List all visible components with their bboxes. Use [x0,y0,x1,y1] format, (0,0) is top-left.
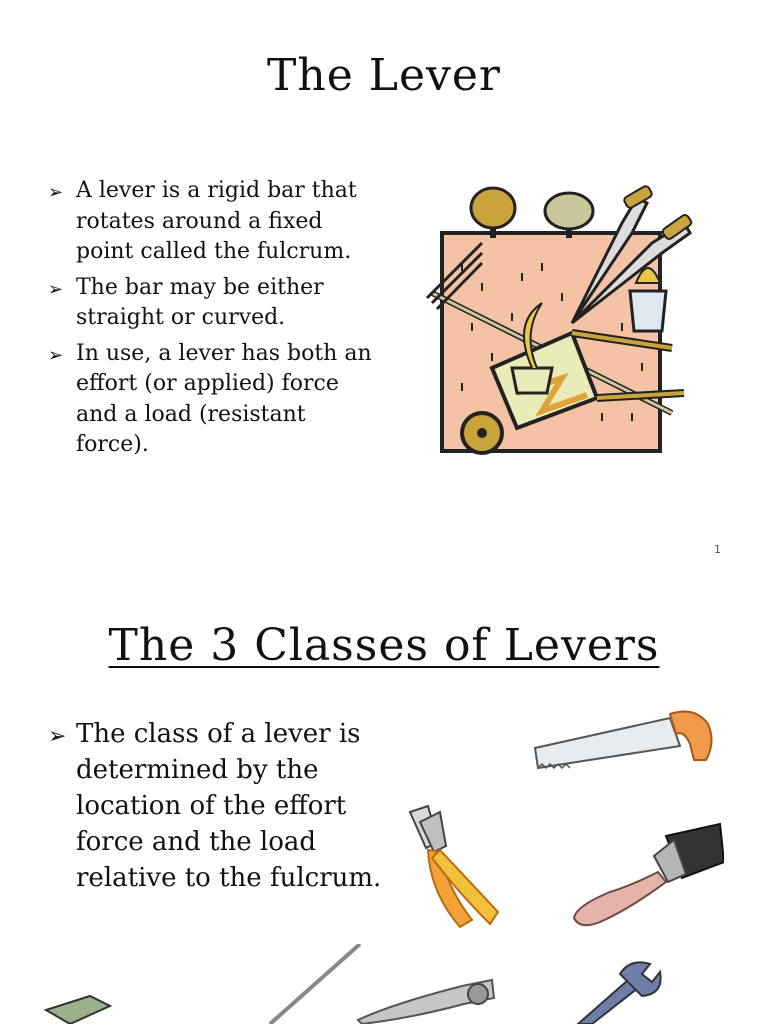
arrow-bullet-icon: ➢ [48,344,64,366]
bullet-text: The bar may be either straight or curved. [76,274,324,330]
paintbrush-icon [570,822,724,930]
bullet-text: The class of a lever is determined by the location of the effort force and the load relative to the fulcrum. [76,719,382,893]
arrow-bullet-icon: ➢ [48,724,67,749]
bullet-list [48,176,378,466]
nutcracker-icon [352,970,497,1024]
pliers-icon [400,802,510,932]
wrench-icon [568,960,663,1024]
list-item [48,339,378,461]
bullet-text: In use, a lever has both an effort (or applied) force and a load (resistant force). [76,340,372,457]
tree-icon [471,188,515,238]
list-item [48,273,378,334]
saw-icon [530,708,720,772]
arrow-bullet-icon: ➢ [48,278,64,300]
slide-title: The 3 Classes of Levers [108,620,660,671]
money-stack-icon [40,990,120,1024]
page-number: 1 [714,543,721,556]
arrow-bullet-icon: ➢ [48,182,64,203]
list-item [48,716,388,896]
list-item [48,176,378,268]
bullet-list [48,716,388,896]
garden-tools-clipart [422,183,702,473]
bullet-text: A lever is a rigid bar that rotates around a fixed point called the fulcrum. [76,178,357,264]
slide-2 [0,570,768,1024]
slide-title: The Lever [267,50,501,101]
